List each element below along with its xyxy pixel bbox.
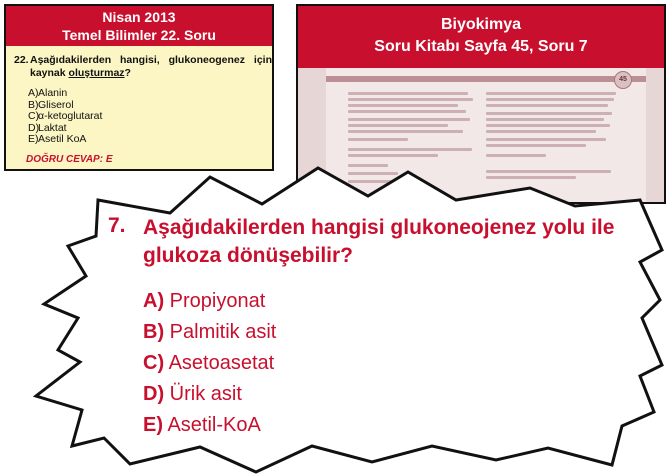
option-d: D) Ürik asit [143,383,242,405]
exam-question-text: Aşağıdakilerden hangisi, glukoneogenez için kaynak oluşturmaz? [30,54,272,79]
option-a: A) Propiyonat [143,290,266,312]
exam-question-number: 22. [14,54,29,66]
main-question [108,214,664,270]
option-b: B) Palmitik asit [143,321,277,343]
exam-option: C)α-ketoglutarat [28,110,103,123]
question-text: Aşağıdakilerden hangisi glukoneojenez yolu ile glukoza dönüşebilir? [143,216,615,267]
option-c: C) Asetoasetat [143,352,275,374]
answer-options [143,289,276,444]
correct-answer: DOĞRU CEVAP: E [26,154,113,165]
question-number: 7. [108,214,126,237]
exam-date: Nisan 2013 [102,9,176,25]
exam-option: B)Gliserol [28,98,74,111]
exam-option: E)Asetil KoA [28,133,87,146]
exam-option: D)Laktat [28,121,67,134]
exam-title: Temel Bilimler 22. Soru [62,27,216,43]
book-reference: Soru Kitabı Sayfa 45, Soru 7 [374,38,588,55]
option-e: E) Asetil-KoA [143,414,261,436]
book-subject: Biyokimya [440,16,522,33]
page-number-badge: 45 [614,71,632,89]
exam-option: A)Alanin [28,87,68,99]
underlined-keyword: oluşturmaz [68,67,125,79]
